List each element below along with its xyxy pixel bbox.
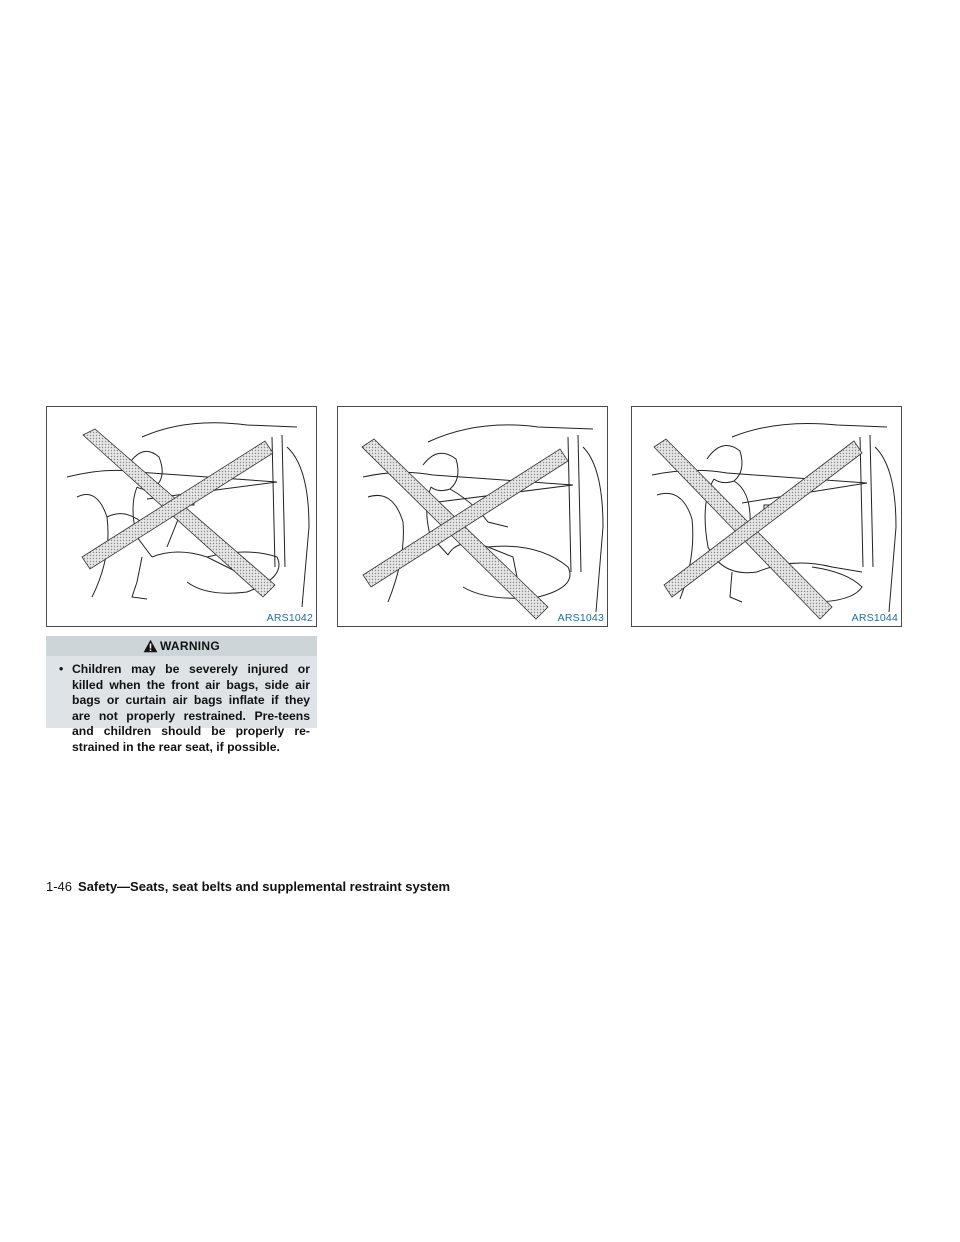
child-occupant-drawing	[47, 407, 316, 626]
warning-text: Children may be severely injured or killed when the front air bags, side air bags or curtain air bags inflate if they are not properly restrained. Pre-teens and children should be properly re-strained in the rear seat, if possible.	[72, 662, 310, 754]
warning-box	[46, 636, 317, 754]
child-occupant-drawing	[632, 407, 901, 626]
warning-triangle-icon	[143, 639, 158, 653]
child-occupant-drawing	[338, 407, 607, 626]
figure-code: ARS1043	[557, 612, 604, 624]
page-footer	[46, 879, 450, 894]
section-title: Safety—Seats, seat belts and supplemental restraint system	[78, 879, 451, 894]
warning-body	[46, 656, 317, 755]
illustration-child-front-seat-3	[631, 406, 902, 627]
illustration-child-front-seat-2	[337, 406, 608, 627]
illustration-child-front-seat-1	[46, 406, 317, 627]
bullet: •	[59, 662, 64, 676]
figure-code: ARS1042	[266, 612, 313, 624]
warning-header	[46, 636, 317, 656]
figure-code: ARS1044	[851, 612, 898, 624]
page-number: 1-46	[46, 879, 73, 894]
warning-title: WARNING	[159, 639, 221, 653]
